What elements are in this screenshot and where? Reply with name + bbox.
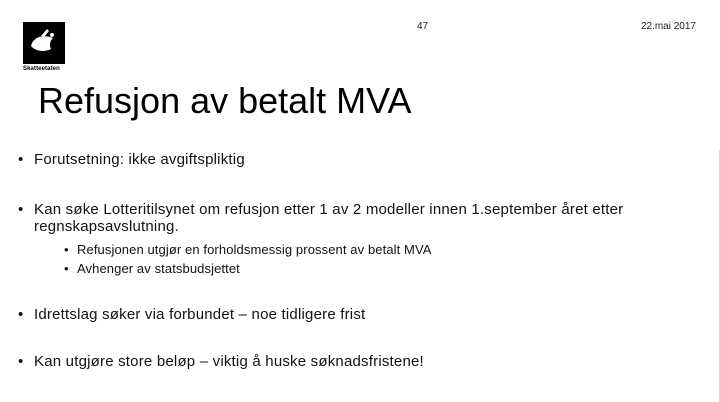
sub-bullet-text: Avhenger av statsbudsjettet [77,261,240,276]
slide-date: 22.mai 2017 [640,21,696,32]
slide-title: Refusjon av betalt MVA [38,80,412,121]
bullet-text: Forutsetning: ikke avgiftspliktig [34,151,245,168]
sub-bullet-list [34,240,678,278]
bullet-text: Kan utgjøre store beløp – viktig å huske søknadsfristene! [34,353,424,370]
bullet-item [18,306,678,323]
logo-text: Skatteetaten [23,66,60,72]
sub-bullet-text: Refusjonen utgjør en forholdsmessig prossent av betalt MVA [77,242,432,257]
bullet-text: Idrettslag søker via forbundet – noe tidligere frist [34,306,366,323]
bullet-item [18,353,678,370]
sub-bullet-item [64,240,678,259]
bullet-list [18,151,678,370]
logo-emblem-icon [23,22,65,64]
skatteetaten-logo [23,22,65,75]
logo-mark [23,22,65,64]
bullet-item [18,151,678,168]
bullet-item [18,201,678,278]
sub-bullet-item [64,259,678,278]
page-number: 47 [417,21,429,32]
bullet-text: Kan søke Lotteritilsynet om refusjon etter 1 av 2 modeller innen 1.september året etter regnskapsavslutning. [34,201,624,235]
